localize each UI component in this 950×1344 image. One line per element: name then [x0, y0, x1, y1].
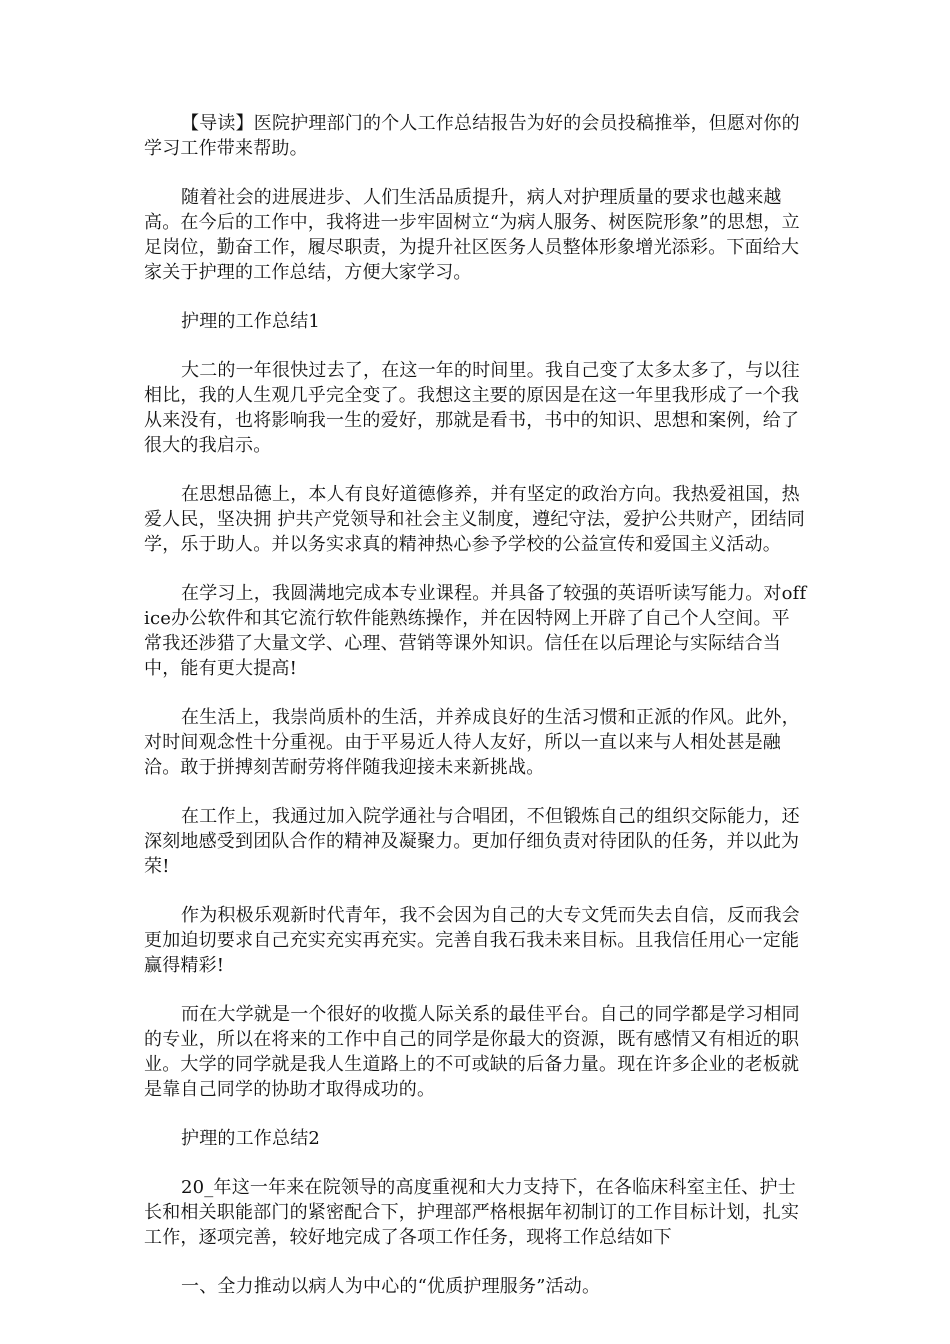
body-paragraph: 作为积极乐观新时代青年，我不会因为自己的大专文凭而失去自信，反而我会更加迫切要求自己充实充实再充实。完善自我石我未来目标。且我信任用心一定能赢得精彩! — [144, 905, 800, 976]
intro-paragraph: 【导读】医院护理部门的个人工作总结报告为好的会员投稿推举，但愿对你的学习工作带来帮助。 — [144, 113, 800, 159]
body-paragraph: 大二的一年很快过去了，在这一年的时间里。我自己变了太多太多了，与以往相比，我的人生观几乎完全变了。我想这主要的原因是在这一年里我形成了一个我从来没有，也将影响我一生的爱好，那就是看书，书中的知识、思想和案例，给了很大的我启示。 — [144, 360, 800, 456]
section-heading-1: 护理的工作总结1 — [181, 311, 321, 332]
body-paragraph: 在学习上，我圆满地完成本专业课程。并具备了较强的英语听读写能力。对office办公软件和其它流行软件能熟练操作，并在因特网上开辟了自己个人空间。平常我还涉猎了大量文学、心理、营销等课外知识。信任在以后理论与实际结合当中，能有更大提高! — [144, 583, 807, 679]
document-page — [144, 111, 808, 1323]
body-paragraph: 在生活上，我崇尚质朴的生活，并养成良好的生活习惯和正派的作风。此外，对时间观念性十分重视。由于平易近人待人友好，所以一直以来与人相处甚是融洽。敢于拼搏刻苦耐劳将伴随我迎接未来新挑战。 — [144, 707, 800, 778]
body-paragraph: 在工作上，我通过加入院学通社与合唱团，不但锻炼自己的组织交际能力，还深刻地感受到团队合作的精神及凝聚力。更加仔细负责对待团队的任务，并以此为荣! — [144, 806, 800, 877]
body-paragraph: 而在大学就是一个很好的收揽人际关系的最佳平台。自己的同学都是学习相同的专业，所以在将来的工作中自己的同学是你最大的资源，既有感情又有相近的职业。大学的同学就是我人生道路上的不可或缺的后备力量。现在许多企业的老板就是靠自己同学的协助才取得成功的。 — [144, 1004, 800, 1100]
body-paragraph: 在思想品德上，本人有良好道德修养，并有坚定的政治方向。我热爱祖国，热爱人民，坚决拥 护共产党领导和社会主义制度，遵纪守法，爱护公共财产，团结同学，乐于助人。并以务实求真的精神热心参予学校的公益宣传和爱国主义活动。 — [144, 484, 806, 555]
body-paragraph: 20_年这一年来在院领导的高度重视和大力支持下，在各临床科室主任、护士长和相关职能部门的紧密配合下，护理部严格根据年初制订的工作目标计划，扎实工作，逐项完善，较好地完成了各项工作任务，现将工作总结如下 — [144, 1177, 800, 1248]
preface-paragraph: 随着社会的进展进步、人们生活品质提升，病人对护理质量的要求也越来越高。在今后的工作中，我将进一步牢固树立“为病人服务、树医院形象”的思想，立足岗位，勤奋工作，履尽职责，为提升社区医务人员整体形象增光添彩。下面给大家关于护理的工作总结，方便大家学习。 — [144, 187, 800, 283]
list-item-heading: 一、全力推动以病人为中心的“优质护理服务”活动。 — [181, 1276, 601, 1297]
section-heading-2: 护理的工作总结2 — [181, 1128, 321, 1149]
